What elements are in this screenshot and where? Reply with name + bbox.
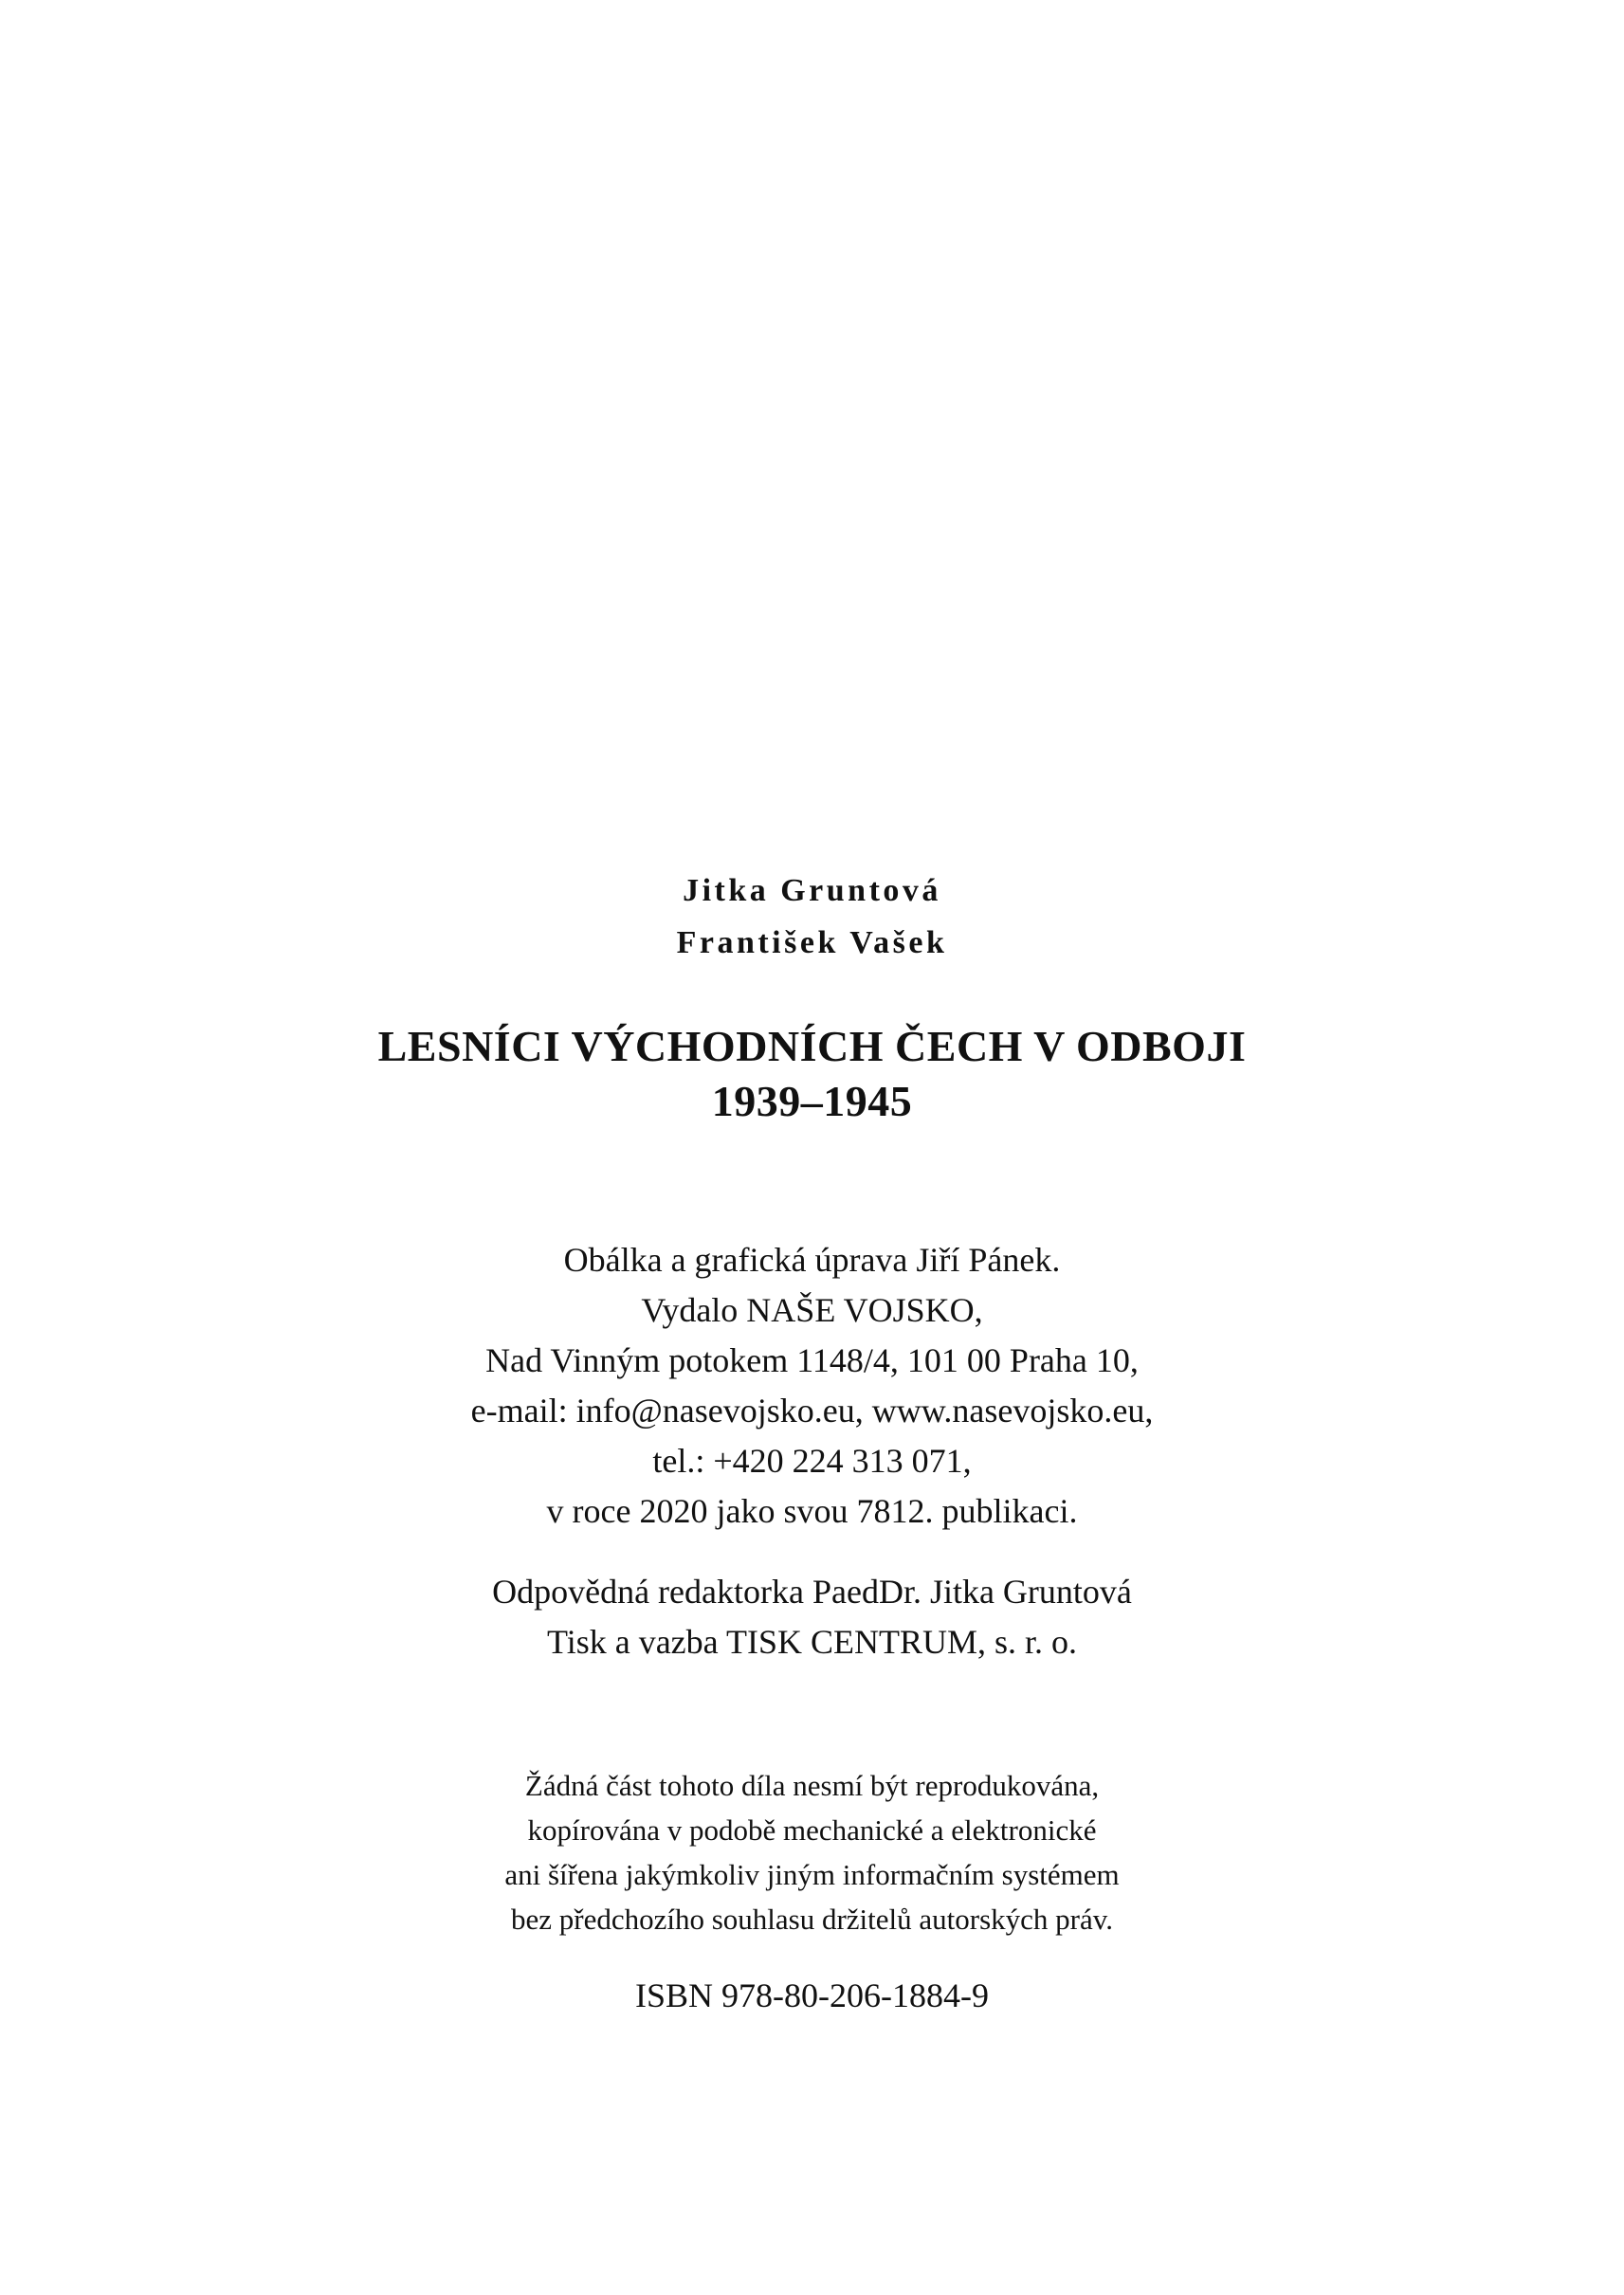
book-title-block bbox=[0, 1019, 1624, 1129]
book-title: LESNÍCI VÝCHODNÍCH ČECH V ODBOJI bbox=[377, 1022, 1247, 1070]
book-years: 1939–1945 bbox=[711, 1077, 913, 1125]
isbn-block bbox=[0, 1972, 1624, 2019]
imprint-line: tel.: +420 224 313 071, bbox=[652, 1442, 972, 1480]
rights-line: kopírována v podobě mechanické a elektronické bbox=[527, 1813, 1097, 1847]
imprint-line: Obálka a grafická úprava Jiří Pánek. bbox=[563, 1241, 1061, 1279]
isbn-number: ISBN 978-80-206-1884-9 bbox=[635, 1976, 989, 2014]
imprint-line: Nad Vinným potokem 1148/4, 101 00 Praha 10, bbox=[485, 1341, 1139, 1379]
rights-line: ani šířena jakýmkoliv jiným informačním systémem bbox=[504, 1858, 1120, 1891]
editor-credit: Odpovědná redaktorka PaedDr. Jitka Gruntová bbox=[492, 1573, 1132, 1611]
credits-block bbox=[0, 1567, 1624, 1667]
imprint-line: Vydalo NAŠE VOJSKO, bbox=[641, 1291, 983, 1329]
authors-block bbox=[0, 865, 1624, 969]
printer-credit: Tisk a vazba TISK CENTRUM, s. r. o. bbox=[546, 1623, 1078, 1661]
author-name: Jitka Gruntová bbox=[683, 873, 941, 908]
rights-notice bbox=[0, 1763, 1624, 1941]
author-name: František Vašek bbox=[676, 925, 948, 960]
rights-line: bez předchozího souhlasu držitelů autorských práv. bbox=[510, 1903, 1113, 1936]
rights-line: Žádná část tohoto díla nesmí být reprodukována, bbox=[524, 1769, 1100, 1802]
imprint-line: v roce 2020 jako svou 7812. publikaci. bbox=[546, 1492, 1078, 1530]
imprint-line: e-mail: info@nasevojsko.eu, www.nasevojsko.eu, bbox=[470, 1392, 1154, 1430]
imprint-block bbox=[0, 1235, 1624, 1537]
